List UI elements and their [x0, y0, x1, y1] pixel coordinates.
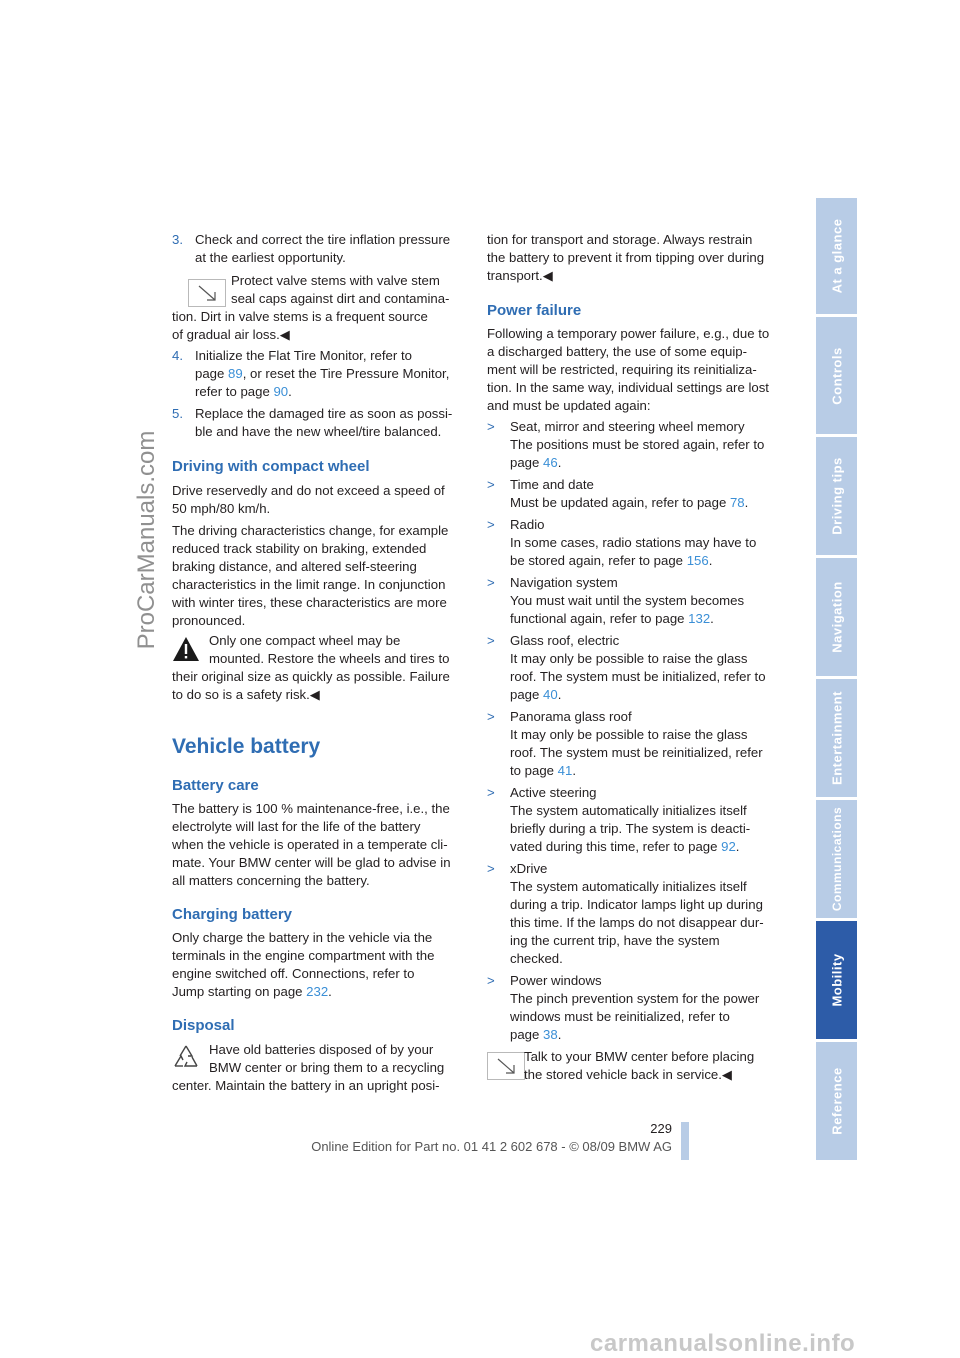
text-fragment: . — [710, 611, 714, 626]
text-line: ment will be restricted, requiring its reinitializa- — [487, 362, 757, 377]
list-item — [487, 418, 792, 472]
text-line: Following a temporary power failure, e.g., due to — [487, 326, 770, 341]
bullet-marker: > — [487, 517, 495, 532]
paragraph-power-failure — [487, 325, 787, 415]
list-item — [487, 972, 792, 1044]
item-title: xDrive — [510, 861, 548, 876]
note-valve-stems — [172, 272, 472, 344]
page-link-90[interactable]: 90 — [273, 384, 289, 399]
text-line: The positions must be stored again, refer to — [510, 437, 765, 452]
bullet-marker: > — [487, 709, 495, 724]
text-line: their original size as quickly as possible. Failure — [172, 669, 450, 684]
text-line: roof. The system must be reinitialized, refer — [510, 745, 763, 760]
bullet-marker: > — [487, 861, 495, 876]
page-link-46[interactable]: 46 — [543, 455, 558, 470]
text-line: terminals in the engine compartment with the — [172, 948, 435, 963]
list-item — [487, 632, 792, 704]
text-line: to do so is a safety risk.◀ — [172, 687, 320, 702]
page-link-38[interactable]: 38 — [543, 1027, 558, 1042]
paragraph-compact-characteristics — [172, 522, 472, 630]
text-line: In some cases, radio stations may have to — [510, 535, 757, 550]
watermark-procarmanuals: ProCarManuals.com — [133, 430, 160, 650]
step-5 — [172, 405, 472, 441]
tab-label: Controls — [829, 346, 844, 405]
text-fragment: . — [735, 839, 740, 854]
paragraph-disposal-continued — [487, 231, 787, 285]
text-line: center. Maintain the battery in an upright posi- — [172, 1078, 440, 1093]
text-line: all matters concerning the battery. — [172, 873, 370, 888]
text-line: briefly during a trip. The system is deacti- — [510, 821, 751, 836]
heading-charging-battery: Charging battery — [172, 906, 293, 923]
tab-reference[interactable] — [816, 1042, 857, 1160]
bullet-marker: > — [487, 419, 495, 434]
item-title: Seat, mirror and steering wheel memory — [510, 419, 745, 434]
paragraph-battery-care — [172, 800, 472, 890]
tab-mobility[interactable] — [816, 921, 857, 1039]
text-fragment: be stored again, refer to page — [510, 553, 687, 568]
note-storage — [524, 1048, 794, 1084]
text-line: with winter tires, these characteristics are more — [172, 595, 447, 610]
text-line: reduced track stability on braking, extended — [172, 541, 427, 556]
text-fragment: page — [510, 455, 544, 470]
text-fragment: . — [557, 455, 562, 470]
list-item — [487, 574, 792, 628]
list-item — [487, 708, 792, 780]
page-link-92[interactable]: 92 — [721, 839, 736, 854]
text-line: characteristics in the limit range. In conjunction — [172, 577, 446, 592]
text-line: a discharged battery, the use of some equip- — [487, 344, 747, 359]
page-link-40[interactable]: 40 — [543, 687, 558, 702]
text-line: seal caps against dirt and contamina- — [231, 291, 450, 306]
tab-label: Reference — [829, 1067, 844, 1135]
text-line: Check and correct the tire inflation pressure — [195, 232, 451, 247]
tab-label: Navigation — [829, 581, 844, 653]
tab-at-a-glance[interactable] — [816, 198, 857, 314]
warning-compact-wheel — [172, 632, 472, 704]
power-failure-list — [487, 418, 792, 1044]
text-line: The pinch prevention system for the power — [510, 991, 760, 1006]
tab-label: Communications — [829, 806, 844, 912]
step-number: 3. — [172, 232, 183, 247]
tab-controls[interactable] — [816, 317, 857, 434]
tab-label: Entertainment — [829, 691, 844, 785]
text-fragment: . — [572, 763, 577, 778]
text-line: tion for transport and storage. Always restrain — [487, 232, 753, 247]
tab-navigation[interactable] — [816, 558, 857, 676]
list-item — [487, 784, 792, 856]
item-title: Time and date — [510, 477, 594, 492]
text-line: It may only be possible to raise the glass — [510, 727, 748, 742]
text-line: Drive reservedly and do not exceed a speed of — [172, 483, 445, 498]
text-line: mounted. Restore the wheels and tires to — [209, 651, 450, 666]
text-line: tion. Dirt in valve stems is a frequent source — [172, 309, 428, 324]
text-line: Initialize the Flat Tire Monitor, refer to — [195, 348, 412, 363]
item-title: Panorama glass roof — [510, 709, 632, 724]
text-line: engine switched off. Connections, refer to — [172, 966, 415, 981]
text-fragment: page — [510, 1027, 544, 1042]
note-arrow-icon — [487, 1052, 525, 1080]
text-line: braking distance, and altered self-steering — [172, 559, 417, 574]
bullet-marker: > — [487, 973, 495, 988]
heading-disposal: Disposal — [172, 1017, 235, 1034]
text-line: of gradual air loss.◀ — [172, 327, 290, 342]
list-item — [487, 516, 792, 570]
page-marker-bar — [681, 1122, 689, 1160]
text-line: BMW center or bring them to a recycling — [209, 1060, 445, 1075]
page-number: 229 — [650, 1121, 672, 1136]
page-link-89[interactable]: 89 — [228, 366, 243, 381]
text-fragment: Must be updated again, refer to page — [510, 495, 730, 510]
page-link-41[interactable]: 41 — [557, 763, 573, 778]
text-line: mate. Your BMW center will be glad to advise in — [172, 855, 451, 870]
text-line: The system automatically initializes itself — [510, 803, 747, 818]
list-item — [487, 476, 792, 512]
tab-communications[interactable] — [816, 800, 857, 918]
text-line: this time. If the lamps do not disappear dur- — [510, 915, 764, 930]
text-line: during a trip. Indicator lamps light up during — [510, 897, 763, 912]
text-line: You must wait until the system becomes — [510, 593, 745, 608]
text-line: the stored vehicle back in service.◀ — [524, 1067, 733, 1082]
text-fragment: Jump starting on page — [172, 984, 307, 999]
text-line: Replace the damaged tire as soon as possi- — [195, 406, 453, 421]
tab-label: At a glance — [829, 218, 844, 294]
heading-power-failure: Power failure — [487, 302, 582, 319]
text-fragment: page — [510, 687, 544, 702]
list-item — [487, 860, 792, 968]
item-title: Power windows — [510, 973, 602, 988]
text-line: checked. — [510, 951, 563, 966]
text-line: Have old batteries disposed of by your — [209, 1042, 434, 1057]
text-line: The driving characteristics change, for example — [172, 523, 449, 538]
page-link-132[interactable]: 132 — [688, 611, 711, 626]
heading-vehicle-battery: Vehicle battery — [172, 735, 321, 758]
page-link-156[interactable]: 156 — [686, 553, 709, 568]
text-fragment: functional again, refer to page — [510, 611, 689, 626]
text-fragment: to page — [510, 763, 558, 778]
tab-label: Mobility — [829, 953, 844, 1007]
text-fragment: . — [288, 384, 292, 399]
text-fragment: . — [557, 687, 562, 702]
text-line: Only charge the battery in the vehicle via the — [172, 930, 433, 945]
text-line: when the vehicle is operated in a temperate cli- — [172, 837, 448, 852]
page-link-232[interactable]: 232 — [306, 984, 329, 999]
text-line: Only one compact wheel may be — [209, 633, 401, 648]
item-title: Radio — [510, 517, 545, 532]
text-line: The battery is 100 % maintenance-free, i.e., the — [172, 801, 450, 816]
text-line: It may only be possible to raise the glass — [510, 651, 748, 666]
text-line: and must be updated again: — [487, 398, 651, 413]
text-fragment: page — [195, 366, 229, 381]
tab-label: Driving tips — [829, 457, 844, 535]
text-fragment: . — [328, 984, 332, 999]
item-title: Active steering — [510, 785, 597, 800]
tab-driving-tips[interactable] — [816, 437, 857, 555]
text-line: 50 mph/80 km/h. — [172, 501, 271, 516]
text-line: the battery to prevent it from tipping over during — [487, 250, 765, 265]
text-line: ble and have the new wheel/tire balanced. — [195, 424, 442, 439]
text-line: Talk to your BMW center before placing — [524, 1049, 755, 1064]
paragraph-disposal — [172, 1041, 472, 1095]
bullet-marker: > — [487, 575, 495, 590]
step-number: 5. — [172, 406, 183, 421]
text-line: transport.◀ — [487, 268, 553, 283]
watermark-carmanualsonline: carmanualsonline.info — [590, 1330, 856, 1357]
heading-driving-compact-wheel: Driving with compact wheel — [172, 458, 370, 475]
text-fragment: refer to page — [195, 384, 274, 399]
item-title: Glass roof, electric — [510, 633, 620, 648]
tab-entertainment[interactable] — [816, 679, 857, 797]
paragraph-compact-speed — [172, 482, 472, 518]
item-title: Navigation system — [510, 575, 618, 590]
step-3 — [172, 231, 472, 267]
text-line: roof. The system must be initialized, refer to — [510, 669, 766, 684]
text-line: pronounced. — [172, 613, 246, 628]
text-line: Protect valve stems with valve stem — [231, 273, 440, 288]
text-fragment: . — [557, 1027, 562, 1042]
bullet-marker: > — [487, 477, 495, 492]
bullet-marker: > — [487, 785, 495, 800]
text-line: electrolyte will last for the life of the battery — [172, 819, 421, 834]
text-line: windows must be reinitialized, refer to — [510, 1009, 730, 1024]
text-fragment: vated during this time, refer to page — [510, 839, 722, 854]
step-number: 4. — [172, 348, 183, 363]
text-fragment: . — [708, 553, 713, 568]
text-line: tion. In the same way, individual settings are lost — [487, 380, 769, 395]
bullet-marker: > — [487, 633, 495, 648]
paragraph-charging — [172, 929, 472, 1001]
text-fragment: . — [744, 495, 749, 510]
page-link-78[interactable]: 78 — [729, 495, 745, 510]
step-4 — [172, 347, 472, 401]
text-line: at the earliest opportunity. — [195, 250, 346, 265]
text-line: ing the current trip, have the system — [510, 933, 720, 948]
text-fragment: , or reset the Tire Pressure Monitor, — [242, 366, 450, 381]
text-line: The system automatically initializes itself — [510, 879, 747, 894]
heading-battery-care: Battery care — [172, 777, 259, 794]
edition-footer: Online Edition for Part no. 01 41 2 602 678 - © 08/09 BMW AG — [311, 1139, 672, 1154]
